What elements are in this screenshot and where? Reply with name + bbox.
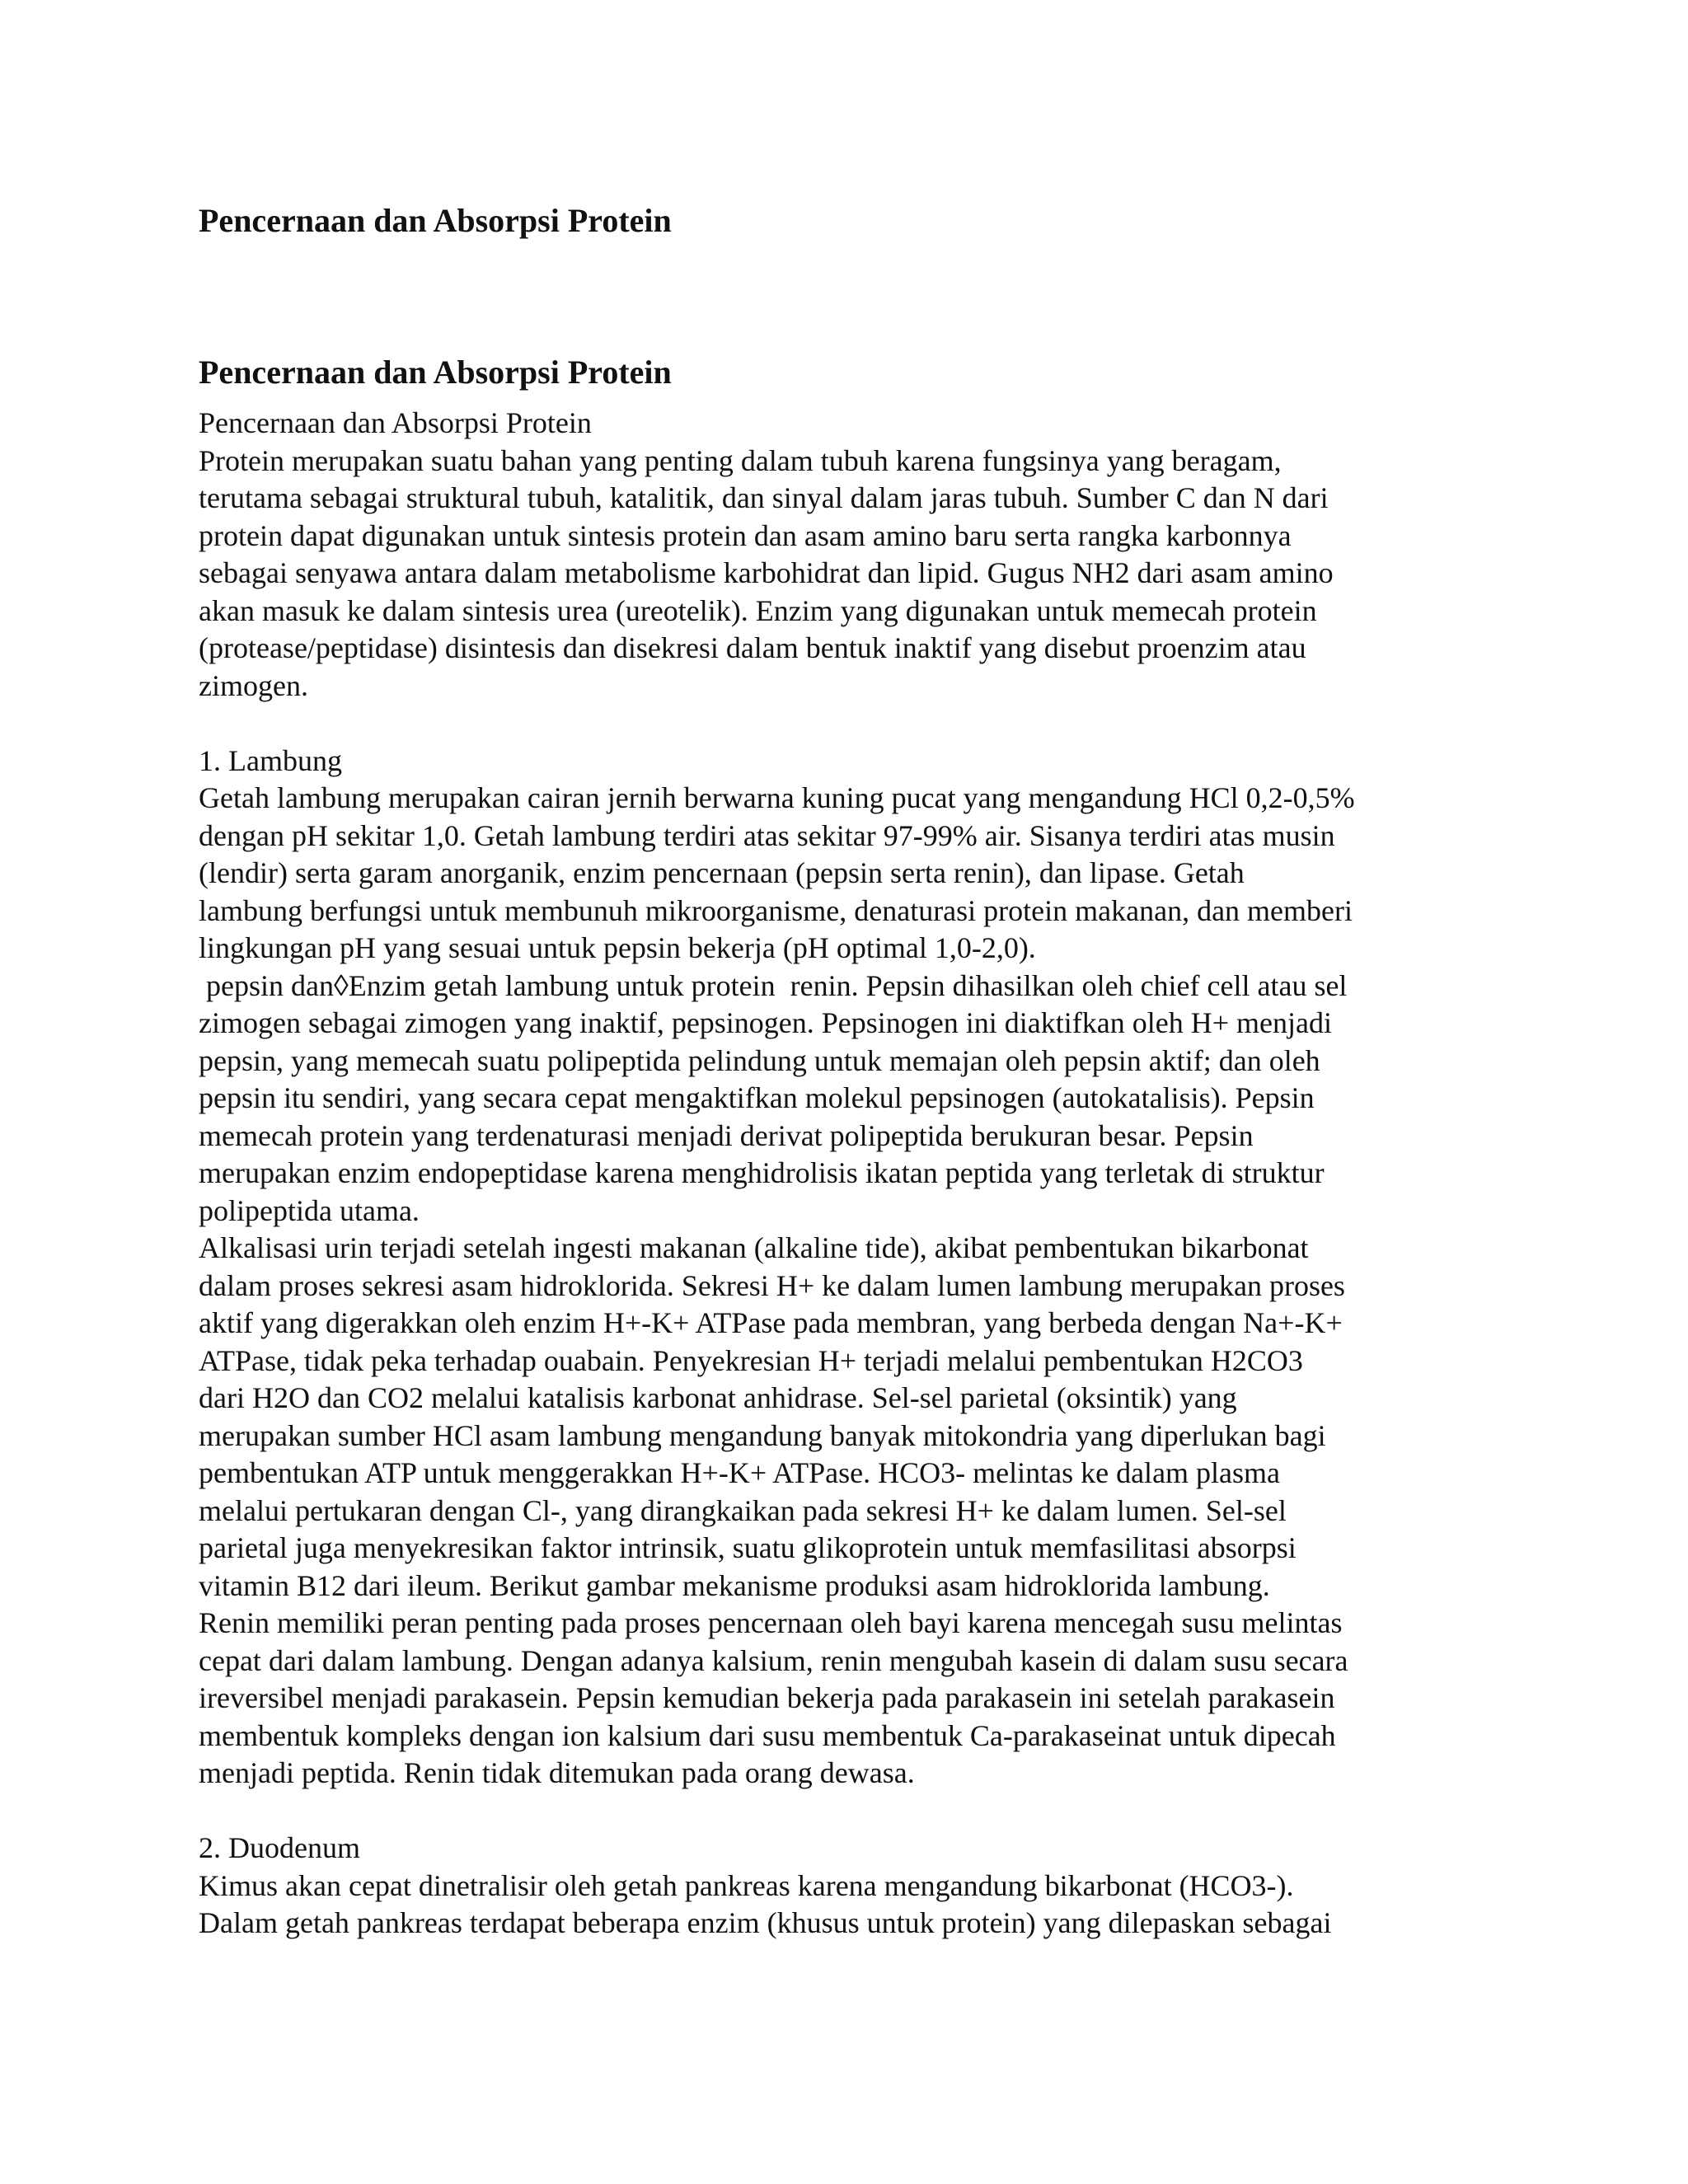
text-line: aktif yang digerakkan oleh enzim H+-K+ ATPase pada membran, yang berbeda dengan Na+-K+ xyxy=(199,1306,1343,1339)
text-line: lingkungan pH yang sesuai untuk pepsin bekerja (pH optimal 1,0-2,0). xyxy=(199,931,1036,964)
section-heading-duodenum: 2. Duodenum xyxy=(199,1831,360,1864)
text-line: pembentukan ATP untuk menggerakkan H+-K+ ATPase. HCO3- melintas ke dalam plasma xyxy=(199,1456,1281,1489)
section-title: Pencernaan dan Absorpsi Protein xyxy=(199,354,672,391)
text-line: Pencernaan dan Absorpsi Protein xyxy=(199,406,592,439)
document-body xyxy=(199,405,1534,1943)
text-line: polipeptida utama. xyxy=(199,1193,420,1227)
text-line: Alkalisasi urin terjadi setelah ingesti makanan (alkaline tide), akibat pembentukan bikarbonat xyxy=(199,1231,1309,1264)
text-line: lambung berfungsi untuk membunuh mikroorganisme, denaturasi protein makanan, dan memberi xyxy=(199,893,1353,927)
text-line: Getah lambung merupakan cairan jernih berwarna kuning pucat yang mengandung HCl 0,2-0,5% xyxy=(199,781,1355,814)
text-line: pepsin, yang memecah suatu polipeptida pelindung untuk memajan oleh pepsin aktif; dan oleh xyxy=(199,1043,1320,1077)
text-line: akan masuk ke dalam sintesis urea (ureotelik). Enzim yang digunakan untuk memecah protein xyxy=(199,593,1317,627)
text-line: Kimus akan cepat dinetralisir oleh getah pankreas karena mengandung bikarbonat (HCO3-). xyxy=(199,1868,1294,1902)
text-line: Protein merupakan suatu bahan yang penting dalam tubuh karena fungsinya yang beragam, xyxy=(199,443,1282,477)
text-line: dari H2O dan CO2 melalui katalisis karbonat anhidrase. Sel-sel parietal (oksintik) yang xyxy=(199,1381,1237,1414)
text-line: (protease/peptidase) disintesis dan disekresi dalam bentuk inaktif yang disebut proenzim atau xyxy=(199,631,1306,664)
section-heading-lambung: 1. Lambung xyxy=(199,743,342,777)
text-line: Dalam getah pankreas terdapat beberapa enzim (khusus untuk protein) yang dilepaskan sebagai xyxy=(199,1906,1332,1939)
text-line: menjadi peptida. Renin tidak ditemukan pada orang dewasa. xyxy=(199,1756,915,1789)
text-line: melalui pertukaran dengan Cl-, yang dirangkaikan pada sekresi H+ ke dalam lumen. Sel-sel xyxy=(199,1493,1287,1527)
paragraph-gap xyxy=(199,1793,1534,1830)
text-line: sebagai senyawa antara dalam metabolisme karbohidrat dan lipid. Gugus NH2 dari asam amino xyxy=(199,556,1334,589)
text-line: zimogen sebagai zimogen yang inaktif, pepsinogen. Pepsinogen ini diaktifkan oleh H+ menjadi xyxy=(199,1006,1332,1039)
text-line: dalam proses sekresi asam hidroklorida. Sekresi H+ ke dalam lumen lambung merupakan proses xyxy=(199,1268,1345,1302)
text-line: terutama sebagai struktural tubuh, katalitik, dan sinyal dalam jaras tubuh. Sumber C dan N dari xyxy=(199,481,1329,514)
text-line: zimogen. xyxy=(199,668,308,702)
paragraph-gap xyxy=(199,705,1534,743)
text-line: vitamin B12 dari ileum. Berikut gambar mekanisme produksi asam hidroklorida lambung. xyxy=(199,1568,1270,1602)
text-line: merupakan enzim endopeptidase karena menghidrolisis ikatan peptida yang terletak di struktur xyxy=(199,1156,1325,1189)
text-line: memecah protein yang terdenaturasi menjadi derivat polipeptida berukuran besar. Pepsin xyxy=(199,1118,1254,1152)
text-line: protein dapat digunakan untuk sintesis protein dan asam amino baru serta rangka karbonnya xyxy=(199,518,1292,552)
text-line: merupakan sumber HCl asam lambung mengandung banyak mitokondria yang diperlukan bagi xyxy=(199,1418,1326,1452)
text-line: ireversibel menjadi parakasein. Pepsin kemudian bekerja pada parakasein ini setelah parakasein xyxy=(199,1681,1335,1714)
text-line: ATPase, tidak peka terhadap ouabain. Penyekresian H+ terjadi melalui pembentukan H2CO3 xyxy=(199,1343,1303,1377)
text-line: dengan pH sekitar 1,0. Getah lambung terdiri atas sekitar 97-99% air. Sisanya terdiri atas musin xyxy=(199,818,1335,852)
text-line: Renin memiliki peran penting pada proses pencernaan oleh bayi karena mencegah susu melintas xyxy=(199,1606,1343,1639)
text-line: pepsin dan◊Enzim getah lambung untuk protein renin. Pepsin dihasilkan oleh chief cell atau sel xyxy=(199,968,1348,1002)
document-title: Pencernaan dan Absorpsi Protein xyxy=(199,202,672,239)
text-line: pepsin itu sendiri, yang secara cepat mengaktifkan molekul pepsinogen (autokatalisis). Pepsin xyxy=(199,1081,1315,1114)
text-line: (lendir) serta garam anorganik, enzim pencernaan (pepsin serta renin), dan lipase. Getah xyxy=(199,856,1245,889)
text-line: cepat dari dalam lambung. Dengan adanya kalsium, renin mengubah kasein di dalam susu secara xyxy=(199,1643,1348,1677)
text-line: membentuk kompleks dengan ion kalsium dari susu membentuk Ca-parakaseinat untuk dipecah xyxy=(199,1718,1336,1752)
text-line: parietal juga menyekresikan faktor intrinsik, suatu glikoprotein untuk memfasilitasi absorpsi xyxy=(199,1531,1296,1564)
